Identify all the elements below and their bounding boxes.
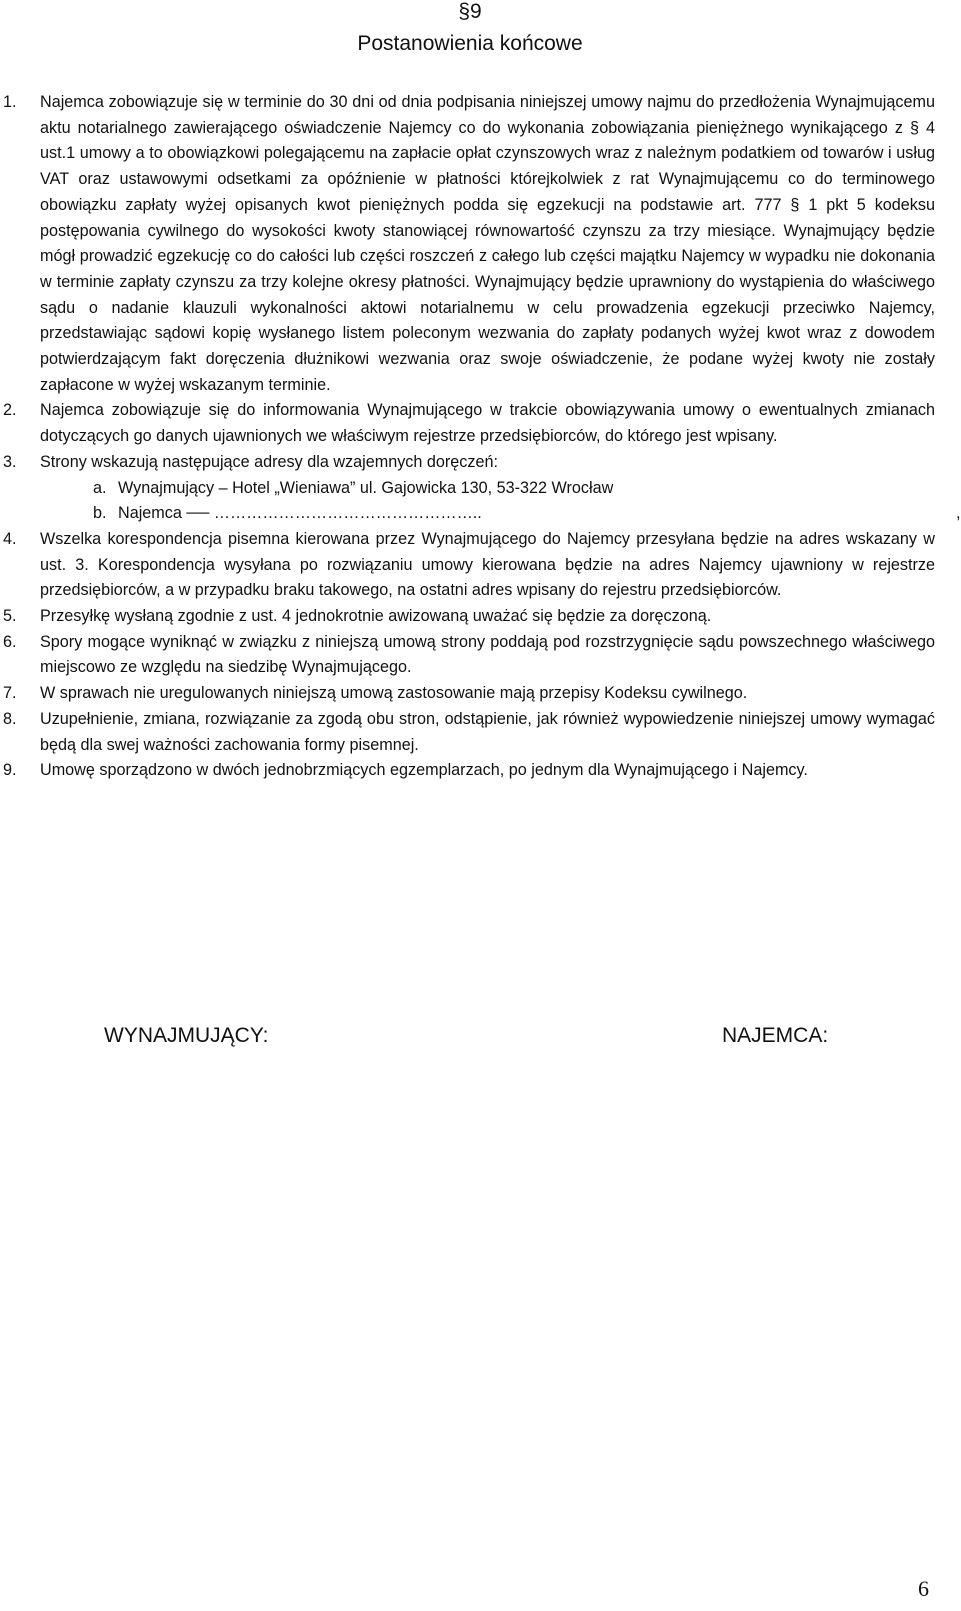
landlord-signature-label: WYNAJMUJĄCY: [104,1024,269,1047]
list-item [3,681,935,707]
page-number: 6 [918,1576,929,1601]
list-item [3,90,935,398]
subitem-text: Wynajmujący – Hotel „Wieniawa” ul. Gajowicka 130, 53-322 Wrocław [118,478,614,497]
item-number: 9. [3,761,17,780]
item-text: W sprawach nie uregulowanych niniejszą umową zastosowanie mają przepisy Kodeksu cywilnego. [40,684,748,703]
section-title: Postanowienia końcowe [357,32,583,55]
item-number: 2. [3,401,17,420]
item-number: 7. [3,684,17,703]
list-item [3,527,935,604]
item-text: Przesyłkę wysłaną zgodnie z ust. 4 jednokrotnie awizowaną uważać się będzie za doręczoną. [40,607,712,626]
item-number: 4. [3,529,17,548]
subitem-letter: a. [93,478,107,497]
item-text: Uzupełnienie, zmiana, rozwiązanie za zgodą obu stron, odstąpienie, jak również wypowiedzenie niniejszej umowy wymagać będą dla swej ważności zachowania formy pisemnej. [40,709,935,754]
section-number: §9 [458,0,482,23]
subitem-letter: b. [93,504,107,523]
item-number: 6. [3,632,17,651]
sublist-item [93,476,935,502]
item-text: Umowę sporządzono w dwóch jednobrzmiących egzemplarzach, po jednym dla Wynajmującego i Najemcy. [40,761,808,780]
item-text: Strony wskazują następujące adresy dla wzajemnych doręczeń: [40,452,498,471]
item-text: Najemca zobowiązuje się do informowania Wynajmującego w trakcie obowiązywania umowy o ewentualnych zmianach dotyczących go danych ujawnionych we właściwym rejestrze przedsiębiorców, do którego jest wpisany. [40,401,935,446]
item-text: Najemca zobowiązuje się w terminie do 30 dni od dnia podpisania niniejszej umowy najmu do przedłożenia Wynajmującemu aktu notarialnego zawierającego oświadczenie Najemcy co do wykonania zobowiązania pieniężnego wynikającego z § 4 ust.1 umowy a to obowiązkowi polegającemu na zapłacie opłat czynszowych wraz z należnym podatkiem od towarów i usług VAT oraz ustawowymi odsetkami za opóźnienie w płatności którejkolwiek z rat Wynajmującemu co do terminowego obowiązku zapłaty wyżej opisanych kwot pieniężnych podda się egzekucji na podstawie art. 777 § 1 pkt 5 kodeksu postępowania cywilnego do wysokości kwoty stanowiącej równowartość czynszu za trzy miesiące. Wynajmujący będzie mógł prowadzić egzekucję co do całości lub części roszczeń z całego lub części majątku Najemcy w wypadku nie dokonania w terminie zapłaty czynszu za trzy kolejne okresy płatności. Wynajmujący będzie uprawniony do wystąpienia do właściwego sądu o nadanie klauzuli wykonalności aktowi notarialnemu w celu prowadzenia egzekucji przeciwko Najemcy, przedstawiając sądowi kopię wysłanego listem poleconym wezwania do zapłaty podanych wyżej kwot wraz z dowodem potwierdzającym fakt doręczenia dłużnikowi wezwania oraz swoje oświadczenie, że podane wyżej kwoty nie zostały zapłacone w wyżej wskazanym terminie. [40,93,935,394]
list-item [3,450,961,527]
trailing-comma: , [956,504,961,523]
provisions-list [3,90,961,784]
list-item [3,604,935,630]
list-item [3,758,935,784]
item-number: 8. [3,709,17,728]
tenant-signature-label: NAJEMCA: [722,1024,829,1047]
sublist-item [93,501,961,527]
list-item [3,398,935,449]
list-item [3,707,935,758]
item-number: 5. [3,607,17,626]
item-text: Wszelka korespondencja pisemna kierowana przez Wynajmującego do Najemcy przesyłana będzie na adres wskazany w ust. 3. Korespondencja wysyłana po rozwiązaniu umowy kierowana będzie na adres Najemcy ujawniony w rejestrze przedsiębiorców, a w przypadku braku takowego, na ostatni adres wpisany do rejestru przedsiębiorców. [40,529,935,600]
subitem-text: Najemca ── ………………………………………….. [118,504,482,523]
list-item [3,630,935,681]
item-number: 3. [3,452,17,471]
item-number: 1. [3,93,17,111]
item-text: Spory mogące wyniknąć w związku z niniejszą umową strony poddają pod rozstrzygnięcie sądu powszechnego właściwego miejscowo ze względu na siedzibę Wynajmującego. [40,632,935,677]
address-sublist [40,476,961,527]
